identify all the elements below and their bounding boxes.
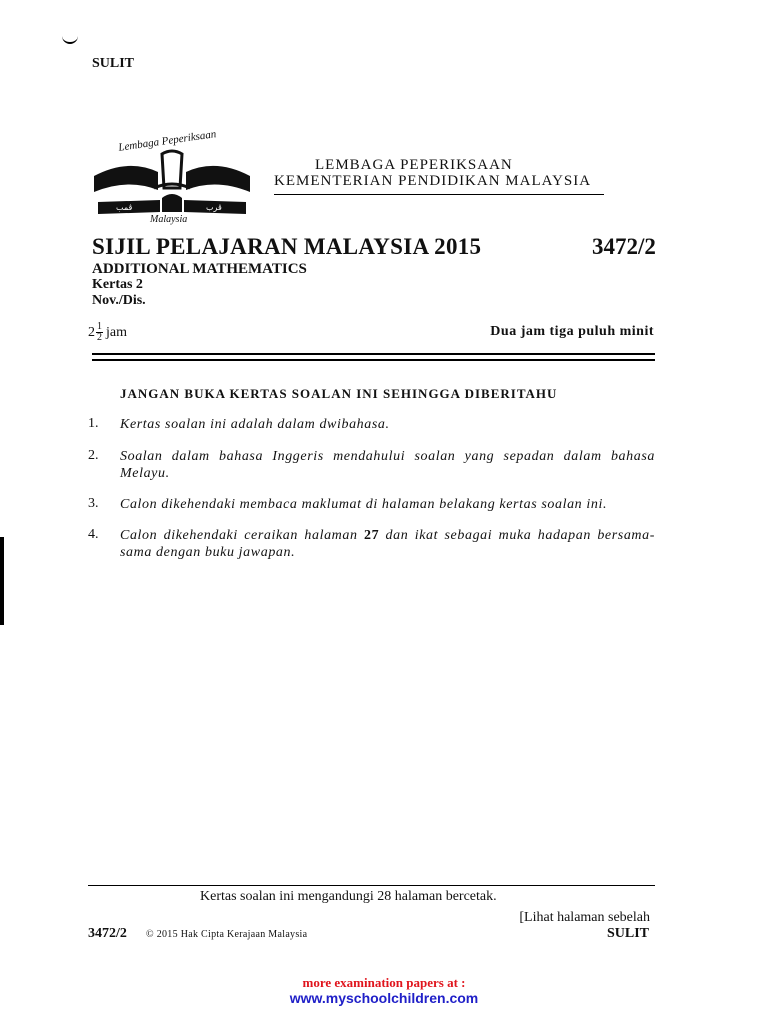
duration-fraction-part [96, 322, 103, 343]
exam-title: SIJIL PELAJARAN MALAYSIA 2015 [92, 234, 482, 259]
copyright-notice: © 2015 Hak Cipta Kerajaan Malaysia [146, 929, 308, 940]
see-next-page: [Lihat halaman sebelah [519, 910, 650, 925]
instruction-item [88, 496, 655, 513]
instruction-text-start: Calon dikehendaki ceraikan halaman [120, 528, 364, 543]
organisation-line-2: KEMENTERIAN PENDIDIKAN MALAYSIA [274, 173, 592, 189]
classification-top: SULIT [92, 56, 135, 71]
instruction-text: Kertas soalan ini adalah dalam dwibahasa. [120, 417, 390, 432]
subject-name: ADDITIONAL MATHEMATICS [92, 261, 307, 277]
duration-words: Dua jam tiga puluh minit [490, 324, 654, 339]
header-double-rule [92, 353, 655, 361]
organisation-divider [274, 194, 604, 195]
instruction-page-number: 27 [363, 528, 380, 543]
promo-link[interactable]: www.myschoolchildren.com [289, 990, 479, 1006]
instruction-item [88, 416, 655, 433]
instruction-text-end: dan ikat sebagai muka hadapan bersama-sama dengan buku jawapan. [120, 528, 656, 560]
duration-fraction [88, 322, 127, 343]
duration-unit: jam [106, 324, 127, 340]
instruction-number: 3. [88, 496, 99, 511]
svg-text:ڤمب: ڤمب [116, 203, 133, 212]
instruction-text: Calon dikehendaki membaca maklumat di halaman belakang kertas soalan ini. [120, 497, 608, 512]
instruction-text: Soalan dalam bahasa Inggeris mendahului soalan yang sepadan dalam bahasa Melayu. [120, 449, 655, 481]
warning-notice: JANGAN BUKA KERTAS SOALAN INI SEHINGGA DIBERITAHU [120, 386, 558, 401]
paper-number: Kertas 2 [92, 277, 143, 292]
instruction-number: 4. [88, 527, 99, 542]
promo-text: more examination papers at : [302, 975, 466, 990]
footer-paper-code: 3472/2 [88, 926, 127, 941]
svg-text:ڤرب: ڤرب [206, 203, 222, 212]
instruction-number: 1. [88, 416, 99, 431]
instruction-text [120, 527, 655, 561]
logo-bottom-text: Malaysia [150, 214, 188, 225]
instruction-item [88, 527, 655, 561]
paper-code: 3472/2 [592, 234, 656, 259]
scan-mark-top [62, 34, 78, 44]
instruction-number: 2. [88, 448, 99, 463]
instruction-item [88, 448, 655, 482]
duration-whole: 2 [88, 324, 95, 340]
organisation-line-1: LEMBAGA PEPERIKSAAN [315, 157, 513, 173]
page-count-note: Kertas soalan ini mengandungi 28 halaman bercetak. [200, 889, 497, 904]
logo-arc-text: Lembaga Peperiksaan [117, 128, 218, 154]
footer-divider [88, 885, 655, 886]
scan-mark-left [0, 537, 4, 625]
exam-session: Nov./Dis. [92, 293, 146, 308]
fraction-numerator: 1 [97, 321, 102, 332]
classification-bottom: SULIT [606, 926, 649, 941]
fraction-denominator: 2 [97, 332, 102, 343]
